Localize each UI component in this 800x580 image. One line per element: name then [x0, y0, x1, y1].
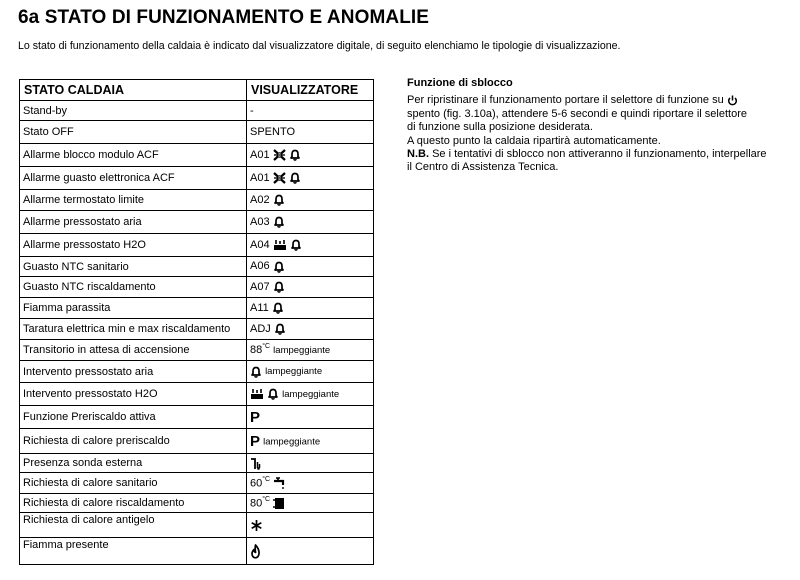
- bell-icon: [289, 149, 301, 161]
- display-cell: [247, 167, 374, 190]
- flame-icon: [250, 544, 261, 559]
- nb-label: N.B.: [407, 148, 429, 161]
- unit-label: °C: [262, 475, 271, 483]
- state-cell: Stand-by: [20, 101, 247, 121]
- table-row: [20, 494, 374, 513]
- display-cell: [247, 277, 374, 298]
- display-code: ADJ: [250, 322, 271, 335]
- bell-icon: [273, 216, 285, 228]
- state-cell: Intervento pressostato aria: [20, 361, 247, 383]
- unlock-line-3: di funzione sulla posizione desiderata.: [407, 121, 593, 134]
- display-cell: [247, 257, 374, 277]
- bell-icon: [272, 302, 284, 314]
- state-cell: Allarme pressostato aria: [20, 211, 247, 234]
- bell-icon: [273, 281, 285, 293]
- unlock-text: [407, 94, 777, 174]
- display-cell: [247, 319, 374, 340]
- table-row: [20, 211, 374, 234]
- state-cell: Richiesta di calore riscaldamento: [20, 494, 247, 513]
- radiator-icon: [273, 497, 285, 510]
- display-code: 60: [250, 476, 263, 489]
- power-icon: [727, 95, 738, 106]
- display-code: A04: [250, 238, 270, 251]
- bell-icon: [273, 194, 285, 206]
- display-cell: [247, 494, 374, 513]
- state-cell: Allarme termostato limite: [20, 190, 247, 211]
- display-cell: [247, 340, 374, 361]
- table-row: [20, 406, 374, 429]
- table-row: [20, 513, 374, 538]
- display-code: A01: [250, 171, 270, 184]
- state-cell: Funzione Preriscaldo attiva: [20, 406, 247, 429]
- table-row: [20, 167, 374, 190]
- blinking-label: lampeggiante: [282, 388, 340, 400]
- display-cell: [247, 121, 374, 144]
- table-row: [20, 257, 374, 277]
- outdoor-probe-icon: [250, 457, 262, 470]
- display-cell: [247, 473, 374, 494]
- table-row: [20, 277, 374, 298]
- display-code: 88: [250, 344, 263, 356]
- display-cell: [247, 513, 374, 538]
- table-row: [20, 340, 374, 361]
- intro-text: Lo stato di funzionamento della caldaia è indicato dal visualizzatore digitale, di seguito elenchiamo le tipologie di visualizzazione.: [18, 40, 621, 52]
- table-row: [20, 298, 374, 319]
- state-cell: Fiamma presente: [20, 538, 247, 565]
- unit-label: °C: [262, 495, 271, 503]
- state-cell: Richiesta di calore sanitario: [20, 473, 247, 494]
- state-cell: Richiesta di calore preriscaldo: [20, 429, 247, 454]
- bell-icon: [274, 323, 286, 335]
- bell-icon: [290, 239, 302, 251]
- table-row: [20, 361, 374, 383]
- nb-line-2: il Centro di Assistenza Tecnica.: [407, 161, 559, 174]
- display-cell: [247, 538, 374, 565]
- snowflake-icon: [250, 519, 263, 532]
- display-code: A01: [250, 148, 270, 161]
- water-pressure-icon: [273, 239, 287, 251]
- blinking-label: lampeggiante: [273, 345, 331, 356]
- display-cell: [247, 144, 374, 167]
- table-row: [20, 144, 374, 167]
- display-cell: [247, 406, 374, 429]
- bell-icon: [289, 172, 301, 184]
- state-cell: Intervento pressostato H2O: [20, 383, 247, 406]
- state-cell: Fiamma parassita: [20, 298, 247, 319]
- tap-icon: [273, 477, 286, 490]
- display-code: A03: [250, 215, 270, 228]
- display-code: A02: [250, 193, 270, 206]
- display-cell: [247, 361, 374, 383]
- unlock-line-2: spento (fig. 3.10a), attendere 5-6 secondi e quindi riportare il selettore: [407, 107, 747, 120]
- display-code: -: [250, 104, 254, 117]
- blinking-label: lampeggiante: [263, 435, 321, 447]
- display-code: A06: [250, 260, 270, 273]
- fan-cross-icon: [273, 149, 286, 161]
- col-header-state: STATO CALDAIA: [20, 80, 247, 101]
- state-cell: Richiesta di calore antigelo: [20, 513, 247, 538]
- page-title: 6a STATO DI FUNZIONAMENTO E ANOMALIE: [18, 7, 430, 28]
- display-cell: [247, 429, 374, 454]
- bell-icon: [267, 388, 279, 400]
- display-cell: [247, 211, 374, 234]
- state-cell: Taratura elettrica min e max riscaldamento: [20, 319, 247, 340]
- display-cell: [247, 234, 374, 257]
- unlock-title: Funzione di sblocco: [407, 77, 513, 89]
- table-row: [20, 429, 374, 454]
- bell-icon: [250, 366, 262, 378]
- blinking-label: lampeggiante: [265, 366, 323, 378]
- table-row: [20, 454, 374, 473]
- nb-line-1: Se i tentativi di sblocco non attiveranno il funzionamento, interpellare: [432, 148, 767, 161]
- display-cell: [247, 454, 374, 473]
- display-code: A07: [250, 280, 270, 293]
- display-cell: [247, 298, 374, 319]
- display-code: A11: [250, 301, 269, 314]
- status-table: [19, 79, 374, 565]
- table-row: [20, 101, 374, 121]
- col-header-display: VISUALIZZATORE: [247, 80, 374, 101]
- display-code: 80: [250, 496, 263, 509]
- table-row: [20, 319, 374, 340]
- display-cell: [247, 101, 374, 121]
- water-pressure-icon: [250, 388, 264, 400]
- display-cell: [247, 190, 374, 211]
- bell-icon: [273, 261, 285, 273]
- fan-cross-icon: [273, 172, 286, 184]
- state-cell: Allarme guasto elettronica ACF: [20, 167, 247, 190]
- table-row: [20, 190, 374, 211]
- state-cell: Allarme pressostato H2O: [20, 234, 247, 257]
- state-cell: Allarme blocco modulo ACF: [20, 144, 247, 167]
- display-code: P: [250, 432, 261, 450]
- table-row: [20, 121, 374, 144]
- state-cell: Transitorio in attesa di accensione: [20, 340, 247, 361]
- unlock-line-4: A questo punto la caldaia ripartirà automaticamente.: [407, 134, 661, 147]
- unit-label: °C: [262, 343, 271, 350]
- table-row: [20, 538, 374, 565]
- table-header-row: [20, 80, 374, 101]
- display-code: P: [250, 408, 261, 426]
- unlock-line-1: Per ripristinare il funzionamento portare il selettore di funzione su: [407, 94, 724, 107]
- table-row: [20, 383, 374, 406]
- table-row: [20, 473, 374, 494]
- display-cell: [247, 383, 374, 406]
- unlock-section: [407, 77, 777, 175]
- state-cell: Guasto NTC sanitario: [20, 257, 247, 277]
- state-cell: Presenza sonda esterna: [20, 454, 247, 473]
- display-code: SPENTO: [250, 126, 296, 138]
- table-row: [20, 234, 374, 257]
- state-cell: Guasto NTC riscaldamento: [20, 277, 247, 298]
- state-cell: Stato OFF: [20, 121, 247, 144]
